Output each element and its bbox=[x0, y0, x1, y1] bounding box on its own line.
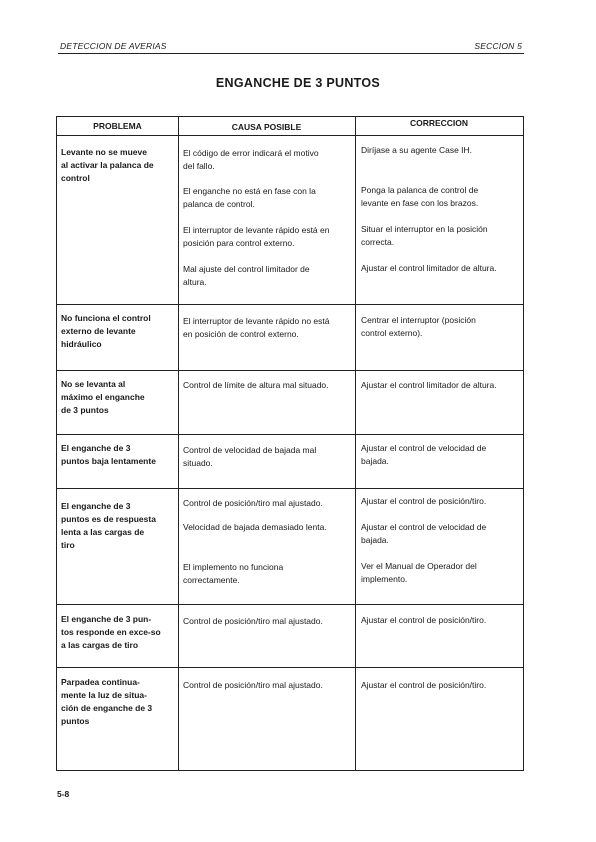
text-line: situado. bbox=[183, 458, 213, 468]
text-line: Control de posición/tiro mal ajustado. bbox=[183, 498, 323, 508]
text-line: al activar la palanca de bbox=[61, 160, 154, 170]
text-line: Control de límite de altura mal situado. bbox=[183, 380, 329, 390]
text-line: El enganche de 3 pun- bbox=[61, 614, 152, 624]
cause-cell bbox=[183, 444, 353, 470]
cause-cell bbox=[183, 263, 353, 289]
text-line: Ajustar el control limitador de altura. bbox=[361, 263, 497, 273]
header-section-name: DETECCION DE AVERIAS bbox=[60, 41, 167, 51]
text-line: Levante no se mueve bbox=[61, 147, 147, 157]
text-line: lenta a las cargas de bbox=[61, 527, 145, 537]
text-line: No se levanta al bbox=[61, 379, 126, 389]
text-line: correctamente. bbox=[183, 575, 240, 585]
row-divider bbox=[57, 488, 523, 489]
text-line: El enganche no está en fase con la bbox=[183, 186, 316, 196]
text-line: Control de velocidad de bajada mal bbox=[183, 445, 317, 455]
text-line: Ajustar el control de velocidad de bbox=[361, 522, 487, 532]
text-line: ción de enganche de 3 bbox=[61, 703, 153, 713]
text-line: hidráulico bbox=[61, 339, 102, 349]
text-line: del fallo. bbox=[183, 161, 215, 171]
cause-cell bbox=[183, 679, 353, 692]
correction-cell bbox=[361, 314, 523, 340]
text-line: implemento. bbox=[361, 574, 408, 584]
problem-cell bbox=[61, 378, 176, 417]
cause-cell bbox=[183, 497, 353, 510]
column-header-problem: PROBLEMA bbox=[93, 121, 142, 131]
column-header-cause: CAUSA POSIBLE bbox=[231, 122, 302, 132]
text-line: El interruptor de levante rápido no está bbox=[183, 316, 330, 326]
text-line: tos responde en exce-so bbox=[61, 627, 161, 637]
text-line: Control de posición/tiro mal ajustado. bbox=[183, 616, 323, 626]
problem-cell bbox=[61, 146, 176, 185]
text-line: control bbox=[61, 173, 90, 183]
text-line: posición para control externo. bbox=[183, 238, 295, 248]
text-line: levante en fase con los brazos. bbox=[361, 198, 479, 208]
text-line: El enganche de 3 bbox=[61, 443, 131, 453]
row-divider bbox=[57, 304, 523, 305]
text-line: Ajustar el control de posición/tiro. bbox=[361, 615, 487, 625]
text-line: Situar el interruptor en la posición bbox=[361, 224, 488, 234]
problem-cell bbox=[61, 442, 176, 468]
cause-cell bbox=[183, 379, 353, 392]
text-line: control externo). bbox=[361, 328, 423, 338]
text-line: Ver el Manual de Operador del bbox=[361, 561, 477, 571]
correction-cell bbox=[361, 379, 523, 392]
cause-cell bbox=[183, 615, 353, 628]
cause-cell bbox=[183, 185, 353, 211]
text-line: Ajustar el control de posición/tiro. bbox=[361, 496, 487, 506]
text-line: Parpadea continua- bbox=[61, 677, 140, 687]
text-line: Diríjase a su agente Case IH. bbox=[361, 145, 473, 155]
column-divider bbox=[355, 117, 356, 770]
text-line: Ponga la palanca de control de bbox=[361, 185, 479, 195]
correction-cell bbox=[361, 262, 523, 275]
cause-cell bbox=[183, 224, 353, 250]
problem-cell bbox=[61, 676, 176, 728]
correction-cell bbox=[361, 495, 523, 508]
text-line: Ajustar el control de posición/tiro. bbox=[361, 680, 487, 690]
cause-cell bbox=[183, 147, 353, 173]
text-line: a las cargas de tiro bbox=[61, 640, 139, 650]
correction-cell bbox=[361, 144, 523, 157]
page-header bbox=[58, 41, 524, 54]
text-line: puntos baja lentamente bbox=[61, 456, 156, 466]
correction-cell bbox=[361, 560, 523, 586]
column-divider bbox=[178, 117, 179, 770]
text-line: Velocidad de bajada demasiado lenta. bbox=[183, 522, 327, 532]
cause-cell bbox=[183, 315, 353, 341]
text-line: altura. bbox=[183, 277, 207, 287]
text-line: mente la luz de situa- bbox=[61, 690, 147, 700]
column-header-correction: CORRECCION bbox=[409, 118, 469, 128]
problem-cell bbox=[61, 312, 176, 351]
row-divider bbox=[57, 667, 523, 668]
text-line: Mal ajuste del control limitador de bbox=[183, 264, 310, 274]
page-title: ENGANCHE DE 3 PUNTOS bbox=[215, 76, 381, 90]
text-line: puntos bbox=[61, 716, 90, 726]
correction-cell bbox=[361, 614, 523, 627]
text-line: El implemento no funciona bbox=[183, 562, 284, 572]
text-line: externo de levante bbox=[61, 326, 136, 336]
problem-cell bbox=[61, 613, 176, 652]
text-line: El interruptor de levante rápido está en bbox=[183, 225, 330, 235]
correction-cell bbox=[361, 184, 523, 210]
correction-cell bbox=[361, 442, 523, 468]
text-line: en posición de control externo. bbox=[183, 329, 299, 339]
text-line: Ajustar el control limitador de altura. bbox=[361, 380, 497, 390]
text-line: Centrar el interruptor (posición bbox=[361, 315, 476, 325]
correction-cell bbox=[361, 521, 523, 547]
header-section-number: SECCION 5 bbox=[474, 41, 522, 51]
correction-cell bbox=[361, 223, 523, 249]
troubleshooting-table bbox=[56, 116, 524, 771]
row-divider bbox=[57, 604, 523, 605]
cause-cell bbox=[183, 561, 353, 587]
text-line: bajada. bbox=[361, 535, 389, 545]
text-line: palanca de control. bbox=[183, 199, 255, 209]
text-line: bajada. bbox=[361, 456, 389, 466]
text-line: Control de posición/tiro mal ajustado. bbox=[183, 680, 323, 690]
text-line: No funciona el control bbox=[61, 313, 151, 323]
row-divider bbox=[57, 370, 523, 371]
text-line: El enganche de 3 bbox=[61, 501, 131, 511]
text-line: El código de error indicará el motivo bbox=[183, 148, 319, 158]
cause-cell bbox=[183, 521, 353, 534]
text-line: de 3 puntos bbox=[61, 405, 109, 415]
text-line: correcta. bbox=[361, 237, 395, 247]
problem-cell bbox=[61, 500, 176, 552]
correction-cell bbox=[361, 679, 523, 692]
text-line: máximo el enganche bbox=[61, 392, 145, 402]
text-line: tiro bbox=[61, 540, 75, 550]
page-number: 5-8 bbox=[57, 789, 70, 799]
text-line: Ajustar el control de velocidad de bbox=[361, 443, 487, 453]
row-divider bbox=[57, 434, 523, 435]
text-line: puntos es de respuesta bbox=[61, 514, 156, 524]
